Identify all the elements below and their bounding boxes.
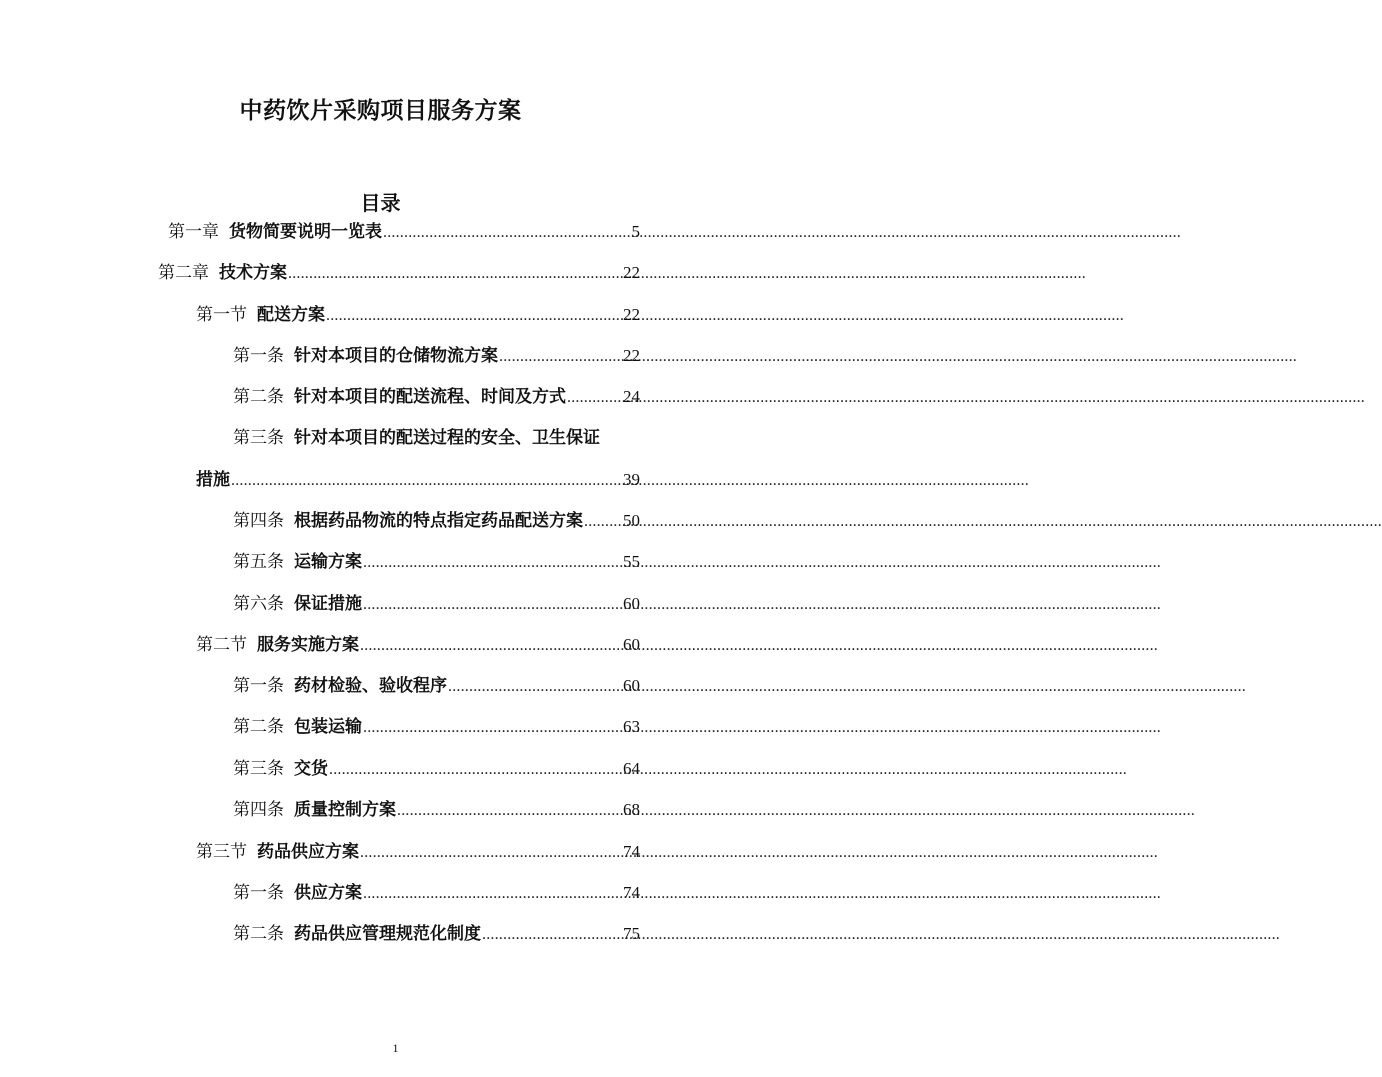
- toc-entry-prefix: 第三条: [233, 428, 284, 447]
- toc-entry-continuation: [196, 468, 640, 492]
- toc-entry-page: 22: [623, 346, 640, 365]
- toc-entry-prefix: 第二条: [233, 717, 284, 736]
- toc-entry-prefix: 第五条: [233, 552, 284, 571]
- toc-entry-page: 74: [623, 883, 640, 902]
- toc-entry-prefix: 第二节: [196, 635, 247, 654]
- document-title: 中药饮片采购项目服务方案: [239, 98, 522, 124]
- toc-entry-section: [196, 840, 640, 864]
- toc-entry-article: [233, 426, 640, 450]
- toc-entry-page: 68: [623, 800, 640, 819]
- toc-entry-title: 药材检验、验收程序: [294, 676, 447, 696]
- toc-entry-article: [233, 674, 640, 698]
- toc-entry-title: 药品供应管理规范化制度: [294, 924, 481, 944]
- toc-entry-chapter: [168, 220, 640, 244]
- toc-leader-dots: [363, 551, 622, 575]
- toc-entry-title: 运输方案: [294, 552, 362, 572]
- toc-entry-prefix: 第一章: [168, 222, 219, 241]
- toc-entry-prefix: 第二条: [233, 387, 284, 406]
- toc-leader-dots: [363, 716, 622, 740]
- toc-entry-article: [233, 922, 640, 946]
- toc-entry-title: 保证措施: [294, 594, 362, 614]
- toc-entry-page: 22: [623, 263, 640, 282]
- toc-entry-title: 针对本项目的仓储物流方案: [294, 346, 498, 366]
- toc-entry-article: [233, 715, 640, 739]
- toc-leader-dots: [383, 221, 631, 245]
- toc-entry-title: 针对本项目的配送过程的安全、卫生保证: [294, 428, 600, 448]
- toc-entry-title: 服务实施方案: [257, 635, 359, 655]
- toc-entry-page: 39: [623, 470, 640, 489]
- toc-leader-dots: [567, 386, 622, 410]
- toc-entry-prefix: 第三条: [233, 759, 284, 778]
- toc-entry-title: 包装运输: [294, 717, 362, 737]
- toc-entry-prefix: 第一条: [233, 676, 284, 695]
- toc-entry-article: [233, 509, 640, 533]
- toc-entry-article: [233, 344, 640, 368]
- toc-entry-page: 60: [623, 676, 640, 695]
- toc-entry-title: 质量控制方案: [294, 800, 396, 820]
- toc-entry-page: 50: [623, 511, 640, 530]
- toc-entry-title: 针对本项目的配送流程、时间及方式: [294, 387, 566, 407]
- toc-entry-page: 75: [623, 924, 640, 943]
- toc-entry-prefix: 第二章: [158, 263, 209, 282]
- toc-leader-dots: [360, 634, 622, 658]
- toc-entry-section: [196, 633, 640, 657]
- toc-entry-page: 24: [623, 387, 640, 406]
- toc-entry-title: 技术方案: [219, 263, 287, 283]
- toc-entry-chapter: [158, 261, 640, 285]
- toc-entry-page: 22: [623, 305, 640, 324]
- toc-leader-dots: [584, 510, 622, 534]
- toc-leader-dots: [482, 923, 622, 947]
- toc-entry-prefix: 第一条: [233, 346, 284, 365]
- toc-entry-page: 55: [623, 552, 640, 571]
- toc-entry-prefix: 第二条: [233, 924, 284, 943]
- toc-leader-dots: [363, 882, 622, 906]
- toc-entry-article: [233, 881, 640, 905]
- toc-entry-article: [233, 757, 640, 781]
- toc-leader-dots: [326, 304, 622, 328]
- page-number: 1: [392, 1041, 399, 1055]
- toc-heading: 目录: [360, 191, 401, 215]
- toc-leader-dots: [360, 841, 622, 865]
- toc-entry-article: [233, 798, 640, 822]
- toc-leader-dots: [231, 469, 622, 493]
- toc-entry-section: [196, 303, 640, 327]
- toc-entry-page: 60: [623, 594, 640, 613]
- toc-entry-prefix: 第六条: [233, 594, 284, 613]
- toc-entry-title: 措施: [196, 470, 230, 490]
- toc-entry-title: 配送方案: [257, 305, 325, 325]
- toc-entry-page: 64: [623, 759, 640, 778]
- toc-leader-dots: [499, 345, 622, 369]
- toc-entry-prefix: 第四条: [233, 800, 284, 819]
- toc-entry-title: 根据药品物流的特点指定药品配送方案: [294, 511, 583, 531]
- toc-leader-dots: [363, 593, 622, 617]
- toc-leader-dots: [397, 799, 622, 823]
- toc-entry-page: 60: [623, 635, 640, 654]
- toc-entry-title: 药品供应方案: [257, 842, 359, 862]
- toc-entry-page: 63: [623, 717, 640, 736]
- toc-entry-prefix: 第三节: [196, 842, 247, 861]
- toc-entry-article: [233, 385, 640, 409]
- toc-entry-article: [233, 592, 640, 616]
- toc-entry-title: 供应方案: [294, 883, 362, 903]
- toc-entry-prefix: 第一节: [196, 305, 247, 324]
- toc-entry-title: 交货: [294, 759, 328, 779]
- toc-leader-dots: [448, 675, 622, 699]
- toc-entry-page: 74: [623, 842, 640, 861]
- toc-entry-prefix: 第四条: [233, 511, 284, 530]
- toc-entry-page: 5: [631, 222, 640, 241]
- toc-leader-dots: [329, 758, 622, 782]
- toc-entry-prefix: 第一条: [233, 883, 284, 902]
- toc-entry-title: 货物简要说明一览表: [229, 222, 382, 242]
- toc-entry-article: [233, 550, 640, 574]
- toc-leader-dots: [288, 262, 622, 286]
